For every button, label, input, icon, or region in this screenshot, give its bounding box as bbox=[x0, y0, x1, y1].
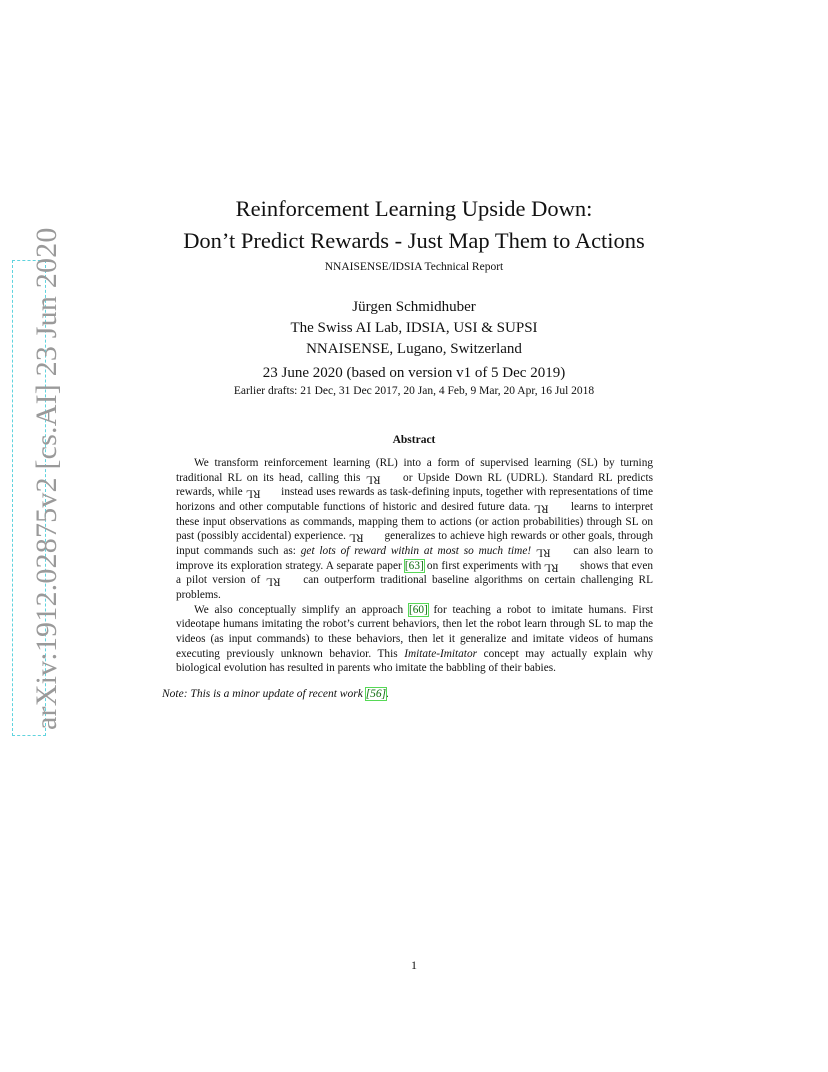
paper-date: 23 June 2020 (based on version v1 of 5 Dec 2019) bbox=[262, 365, 566, 381]
author-affiliation-2: NNAISENSE, Lugano, Switzerland bbox=[306, 341, 522, 357]
report-label: NNAISENSE/IDSIA Technical Report bbox=[324, 261, 504, 273]
citation-link-56[interactable]: [56] bbox=[365, 688, 387, 700]
citation-link-60[interactable]: [60] bbox=[408, 603, 428, 616]
upside-down-rl-symbol: RL bbox=[265, 575, 280, 588]
author-name: Jürgen Schmidhuber bbox=[352, 299, 476, 315]
abstract-body bbox=[176, 456, 653, 676]
author-block bbox=[160, 297, 668, 360]
update-note: Note: This is a minor update of recent work [56]. bbox=[162, 688, 390, 700]
upside-down-rl-symbol: RL bbox=[535, 546, 551, 559]
paper-title bbox=[160, 193, 668, 257]
abstract-paragraph-2: We also conceptually simplify an approach [60] for teaching a robot to imitate humans. First videotape humans imitating the robot’s current behaviors, then let the robot learn through SL to map the videos (as input commands) to these behaviors, then let it generalize and imitate videos of humans executing previously unknown behavior. This Imitate-Imitator concept may actually explain why biological evolution has resulted in parents who imitate the babbling of their babies. bbox=[176, 603, 653, 675]
upside-down-rl-symbol: RL bbox=[534, 502, 549, 515]
upside-down-rl-symbol: RL bbox=[365, 472, 380, 485]
abstract-italic-command: get lots of reward within at most so much time! bbox=[300, 544, 532, 557]
author-affiliation-1: The Swiss AI Lab, IDSIA, USI & SUPSI bbox=[290, 320, 538, 336]
imitate-imitator-term: Imitate-Imitator bbox=[404, 647, 477, 660]
title-line-2: Don’t Predict Rewards - Just Map Them to Actions bbox=[183, 228, 645, 253]
page-number: 1 bbox=[411, 958, 417, 972]
upside-down-rl-symbol: RL bbox=[544, 560, 559, 573]
abstract-paragraph-1: We transform reinforcement learning (RL) into a form of supervised learning (SL) by turning traditional RL on its head, calling this RL or Upside Down RL (UDRL). Standard RL predicts rewards, while RL instead uses rewards as task-defining inputs, together with representations of time horizons and other computable functions of historic and desired future data. RL learns to interpret these input observations as commands, mapping them to actions (or action probabilities) through SL on past (possibly accidental) experience. RL generalizes to achieve high rewards or other goals, through input commands such as: get lots of reward within at most so much time! RL can also learn to improve its exploration strategy. A separate paper [63] on first experiments with RL shows that even a pilot version of RL can outperform traditional baseline algorithms on certain challenging RL problems. bbox=[176, 457, 654, 601]
title-line-1: Reinforcement Learning Upside Down: bbox=[235, 196, 593, 221]
citation-link-63[interactable]: [63] bbox=[404, 559, 424, 572]
abstract-heading: Abstract bbox=[392, 434, 436, 446]
upside-down-rl-symbol: RL bbox=[245, 487, 261, 500]
upside-down-rl-symbol: RL bbox=[349, 531, 364, 544]
arxiv-identifier[interactable]: arXiv:1912.02875v2 [cs.AI] 23 Jun 2020 bbox=[30, 227, 63, 730]
earlier-drafts: Earlier drafts: 21 Dec, 31 Dec 2017, 20 Jan, 4 Feb, 9 Mar, 20 Apr, 16 Jul 2018 bbox=[233, 385, 595, 397]
